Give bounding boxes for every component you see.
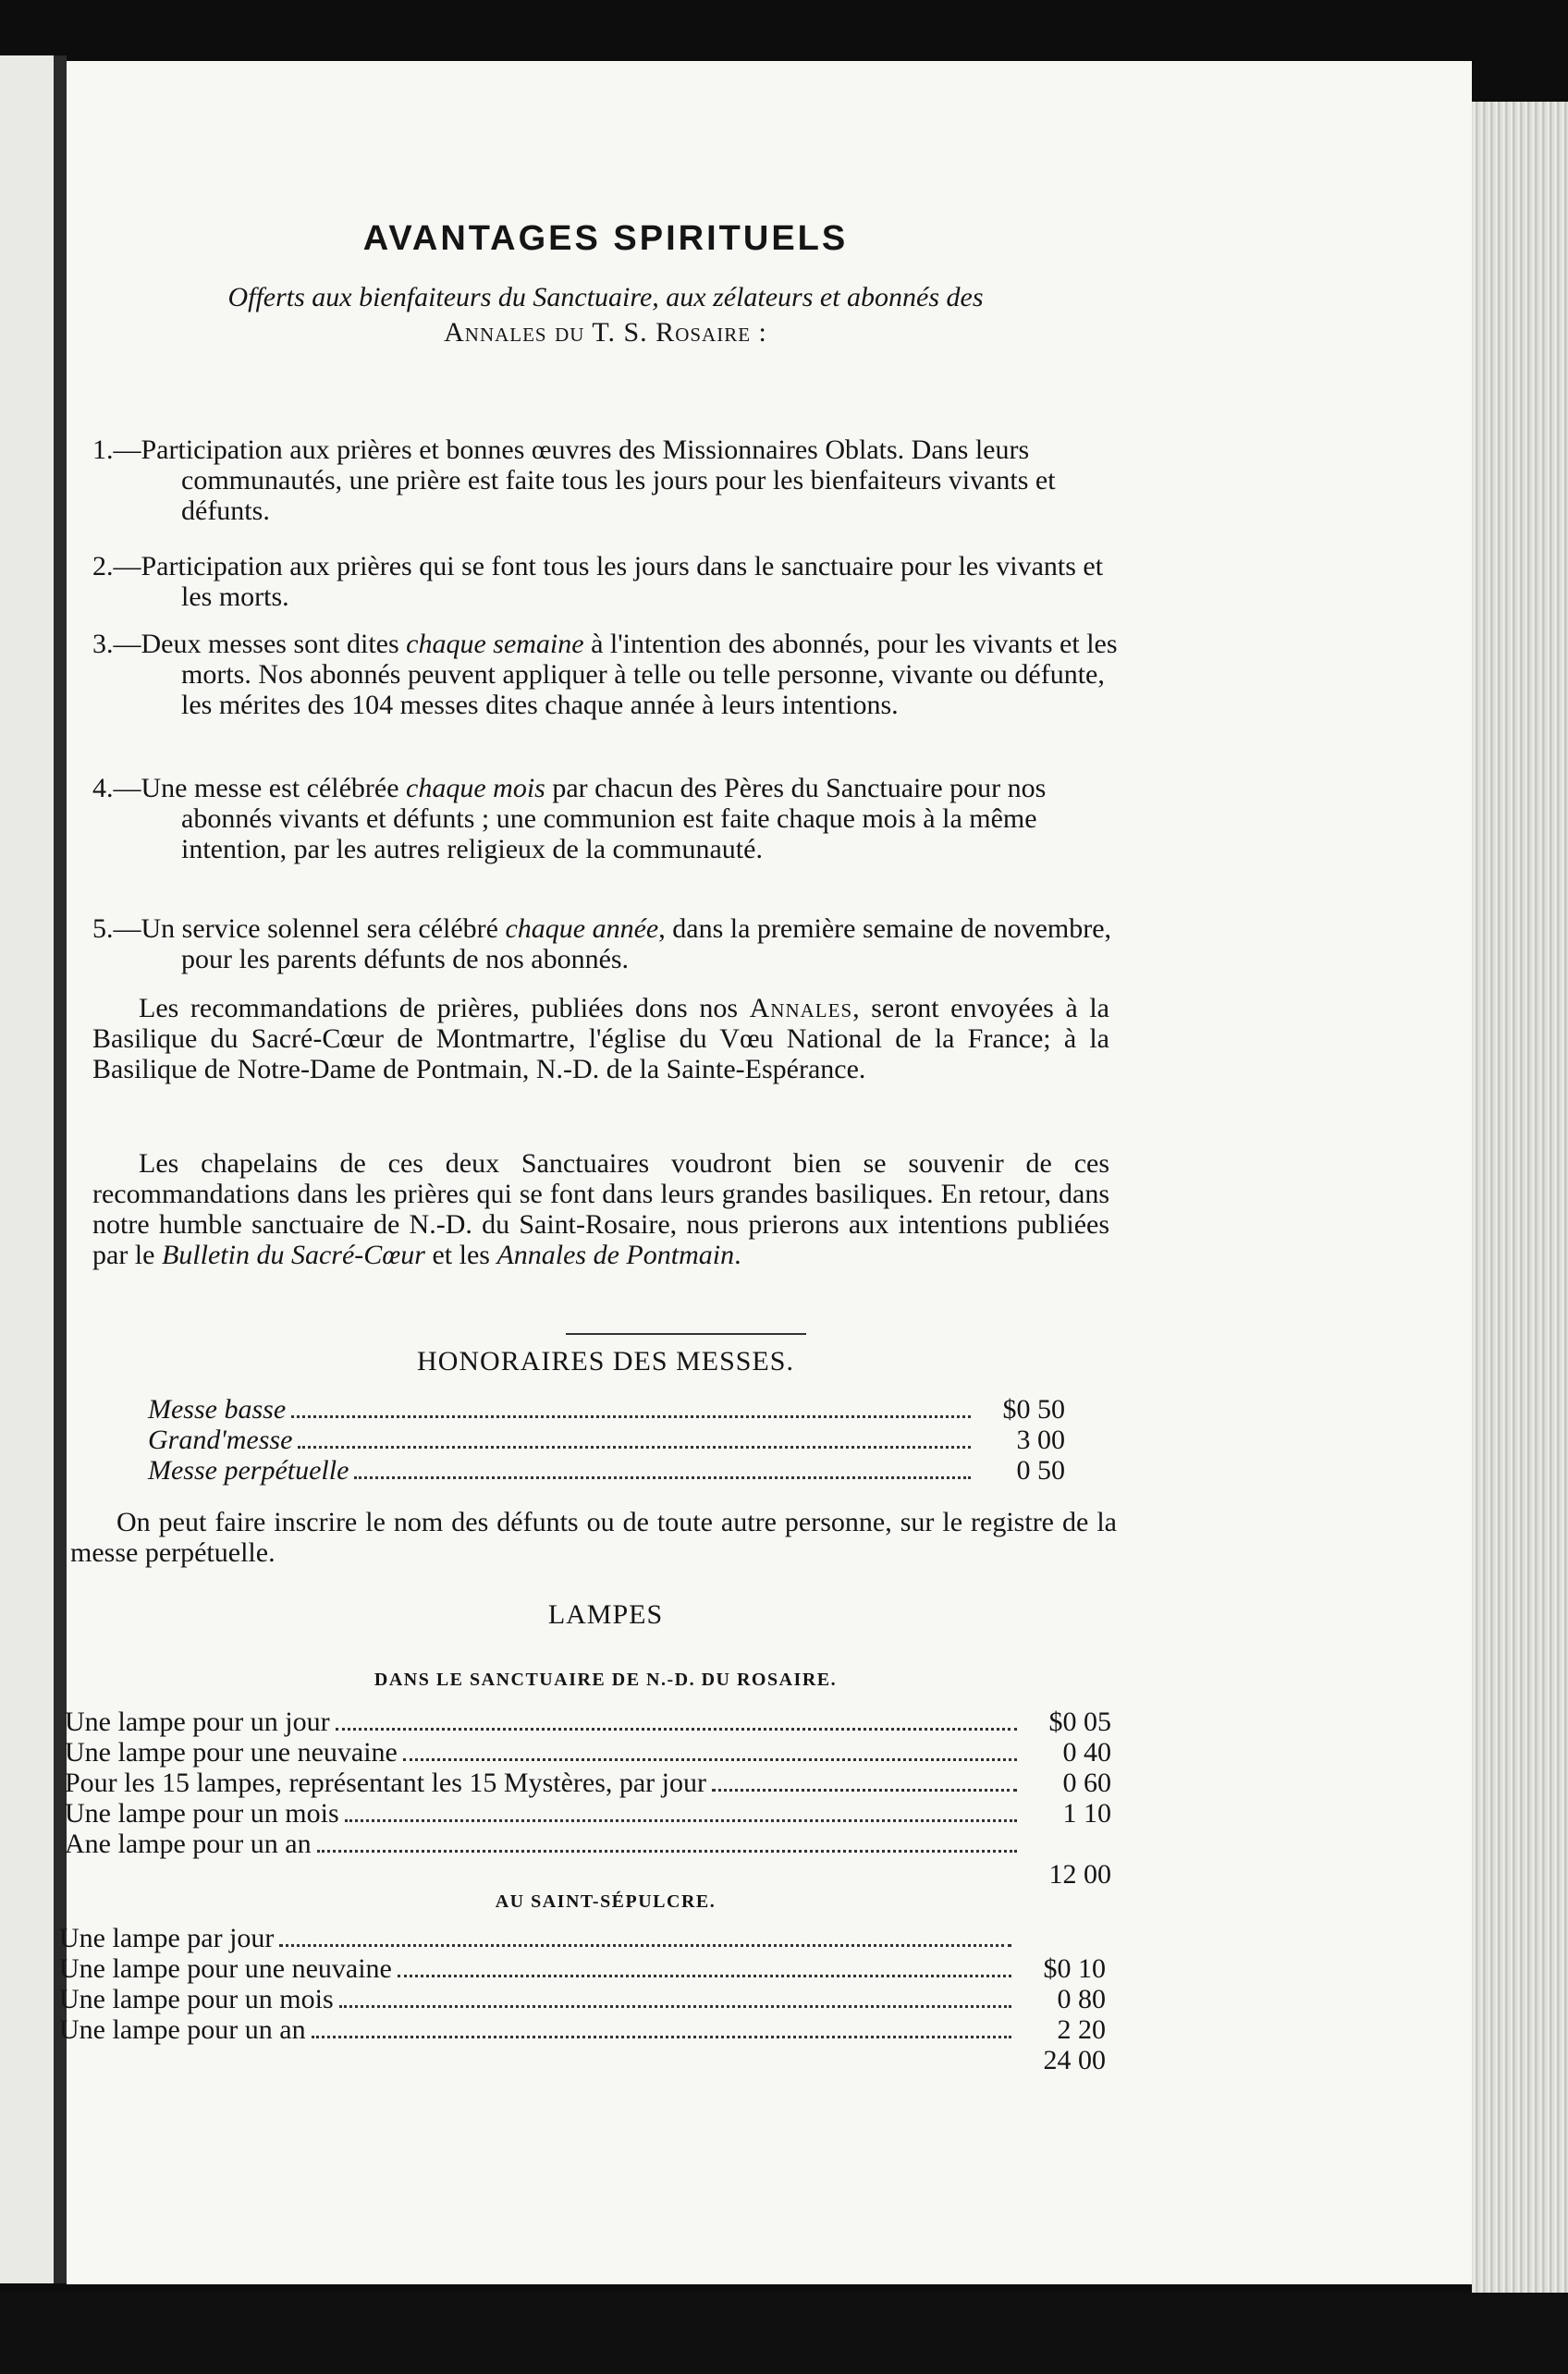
subtitle-line-1: Offerts aux bienfaiteurs du Sanctuaire, aux zélateurs et abonnés des — [227, 282, 984, 312]
dot-leader — [279, 1944, 1011, 1947]
dot-leader — [398, 1975, 1011, 1977]
section-divider — [566, 1333, 806, 1335]
table-row — [59, 2014, 1106, 2045]
honoraires-heading: HONORAIRES DES MESSES. — [417, 1346, 794, 1377]
annales-small-caps: Annales — [749, 993, 853, 1023]
paragraph-text: , seront envoyées à la Basilique du Sacré-Cœur de Montmartre, l'église du Vœu National de la France; à la Basilique de Notre-Dame de Pontmain, N.-D. de la Sainte-Espérance. — [92, 993, 1109, 1084]
dot-leader — [298, 1446, 971, 1449]
table-row — [65, 1859, 1111, 1890]
subtitle — [92, 280, 1119, 350]
row-amount: $0 50 — [1002, 1394, 1065, 1425]
row-amount: 0 60 — [1062, 1768, 1111, 1798]
dot-leader — [354, 1476, 971, 1479]
dot-leader — [403, 1758, 1017, 1761]
dot-leader — [312, 2036, 1011, 2038]
item-text: Une messe est célébrée — [141, 773, 407, 803]
table-row — [59, 1984, 1106, 2014]
bottom-shadow — [0, 2293, 1568, 2374]
row-label: Messe perpétuelle — [148, 1455, 349, 1486]
chapelains-paragraph — [92, 1148, 1109, 1270]
item-number: 1.— — [92, 434, 141, 465]
list-item — [92, 773, 1119, 864]
item-emphasis: chaque mois — [406, 773, 545, 803]
recommendations-paragraph — [92, 993, 1109, 1084]
item-number: 2.— — [92, 551, 141, 581]
dot-leader — [336, 1728, 1017, 1731]
list-item — [92, 913, 1119, 974]
table-row — [65, 1768, 1111, 1798]
sanctuaire-subheading: DANS LE SANCTUAIRE DE N.-D. DU ROSAIRE. — [374, 1670, 838, 1690]
row-label: Une lampe pour un mois — [65, 1798, 339, 1829]
page-stack-edge — [1472, 102, 1568, 2320]
dot-leader — [291, 1415, 971, 1418]
bulletin-title: Bulletin du Sacré-Cœur — [161, 1240, 425, 1270]
row-amount: 12 00 — [1048, 1859, 1111, 1890]
paragraph-text: Les chapelains de ces deux Sanctuaires voudront bien se souvenir de ces recommandations dans les prières qui se font dans leurs grandes basiliques. En retour, dans notre humble sanctuaire de N.-D. du Saint-Rosaire, nous prierons aux intentions publiées par le — [92, 1148, 1109, 1270]
item-number: 4.— — [92, 773, 141, 803]
table-row — [148, 1394, 1065, 1425]
row-label: Une lampe pour un an — [59, 2014, 306, 2045]
row-amount: 24 00 — [1043, 2045, 1106, 2075]
row-label: Une lampe par jour — [59, 1923, 275, 1953]
item-emphasis: chaque semaine — [406, 629, 584, 659]
table-row — [65, 1707, 1111, 1737]
dot-leader — [339, 2005, 1011, 2008]
dot-leader — [317, 1850, 1017, 1853]
item-text: à l'intention des abonnés, pour les vivants et les morts. Nos abonnés peuvent appliquer à telle ou telle personne, vivante ou défunte, les mérites des 104 messes dites chaque année à leurs intentions. — [181, 629, 1118, 720]
adjacent-page-edge — [0, 55, 67, 2283]
row-label: Une lampe pour une neuvaine — [65, 1737, 398, 1768]
table-row — [59, 1953, 1106, 1984]
paragraph-text: Les recommandations de prières, publiées dons nos — [139, 993, 750, 1023]
dot-leader — [345, 1819, 1017, 1822]
list-item — [92, 629, 1119, 720]
table-row — [148, 1455, 1065, 1486]
row-amount: $0 05 — [1048, 1707, 1111, 1737]
item-text: par chacun des Pères du Sanctuaire pour nos abonnés vivants et défunts ; une communion est faite chaque mois à la même intention, par les autres religieux de la communauté. — [181, 773, 1047, 864]
item-number: 5.— — [92, 913, 141, 944]
row-label: Une lampe pour une neuvaine — [59, 1953, 392, 1984]
row-amount: 1 10 — [1062, 1798, 1111, 1829]
sepulcre-subheading: AU SAINT-SÉPULCRE. — [495, 1891, 717, 1912]
paragraph-text: et les — [424, 1240, 497, 1270]
row-amount: 0 80 — [1057, 1984, 1106, 2014]
table-row — [65, 1737, 1111, 1768]
annales-title: Annales de Pontmain — [496, 1240, 735, 1270]
table-row — [59, 2045, 1106, 2075]
row-label: Messe basse — [148, 1394, 287, 1425]
registre-note: On peut faire inscrire le nom des défunts ou de toute autre personne, sur le registre de la messe perpétuelle. — [70, 1507, 1117, 1568]
lampes-heading: LAMPES — [547, 1599, 664, 1630]
subtitle-line-2: Annales du T. S. Rosaire : — [444, 317, 767, 348]
row-label: Une lampe pour un jour — [65, 1707, 330, 1737]
table-row — [65, 1798, 1111, 1829]
list-item — [92, 434, 1119, 526]
item-emphasis: chaque année — [505, 913, 659, 944]
row-label: Pour les 15 lampes, représentant les 15 Mystères, par jour — [65, 1768, 706, 1798]
item-text: Participation aux prières qui se font tous les jours dans le sanctuaire pour les vivants et les morts. — [141, 551, 1104, 612]
table-row — [148, 1425, 1065, 1455]
table-row — [59, 1923, 1106, 1953]
table-row — [65, 1829, 1111, 1859]
item-text: Un service solennel sera célébré — [141, 913, 506, 944]
item-text: Deux messes sont dites — [141, 629, 407, 659]
item-number: 3.— — [92, 629, 141, 659]
list-item — [92, 551, 1119, 612]
paragraph-text: . — [734, 1240, 741, 1270]
row-label: Une lampe pour un mois — [59, 1984, 334, 2014]
item-text: , dans la première semaine de novembre, pour les parents défunts de nos abonnés. — [181, 913, 1112, 974]
row-label: Grand'messe — [148, 1425, 293, 1455]
row-amount: 3 00 — [1016, 1425, 1065, 1455]
row-amount: 0 50 — [1016, 1455, 1065, 1486]
row-amount: 2 20 — [1057, 2014, 1106, 2045]
row-label: Ane lampe pour un an — [65, 1829, 312, 1859]
item-text: Participation aux prières et bonnes œuvres des Missionnaires Oblats. Dans leurs communautés, une prière est faite tous les jours pour les bienfaiteurs vivants et défunts. — [141, 434, 1056, 526]
page-title: AVANTAGES SPIRITUELS — [362, 219, 849, 258]
row-amount: $0 10 — [1043, 1953, 1106, 1984]
row-amount: 0 40 — [1062, 1737, 1111, 1768]
dot-leader — [712, 1789, 1017, 1792]
